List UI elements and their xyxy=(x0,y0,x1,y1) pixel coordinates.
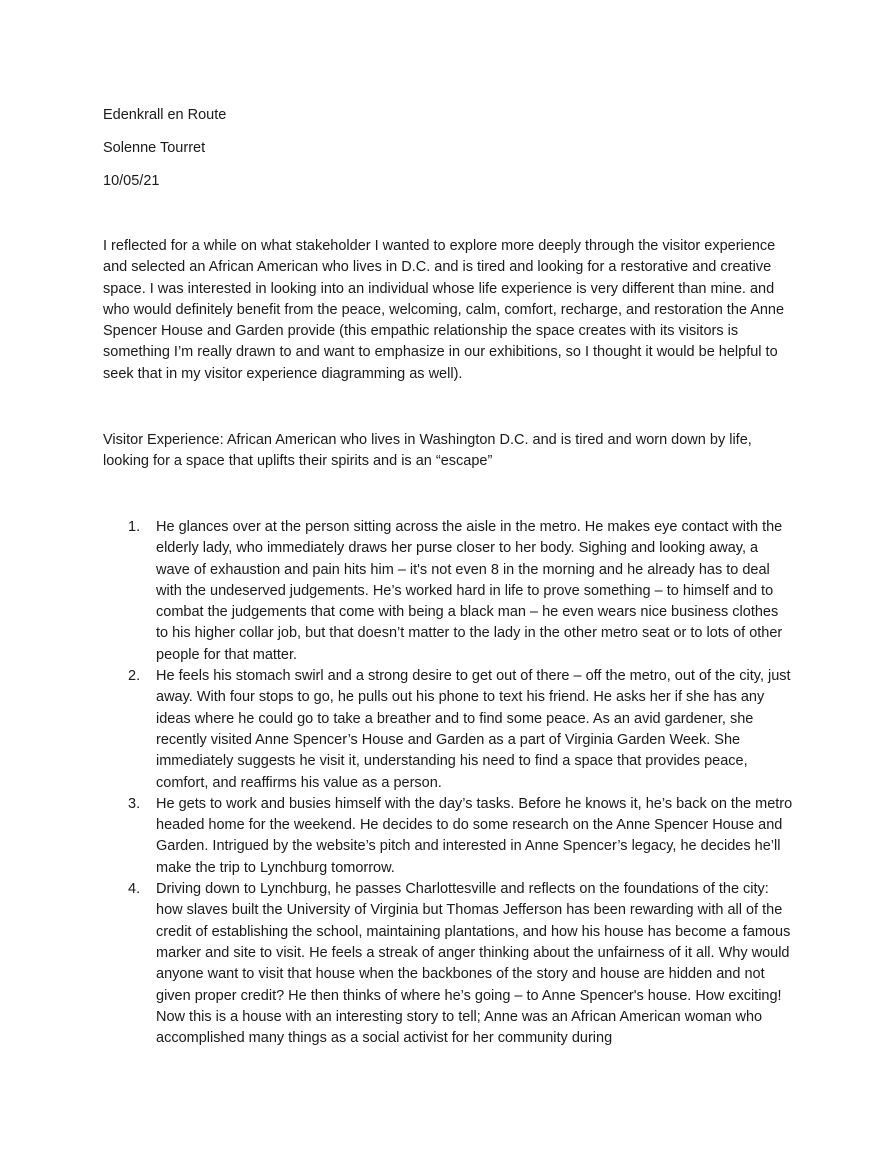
document-title: Edenkrall en Route xyxy=(103,107,227,123)
step-number: 2. xyxy=(128,668,141,685)
document-date: 10/05/21 xyxy=(103,173,160,189)
experience-step-1 xyxy=(103,517,793,666)
step-text: He glances over at the person sitting across the aisle in the metro. He makes eye contact with the elderly lady, who immediately draws her purse closer to her body. Sighing and looking away, a wave of exhaustion and pain hits him – it's not even 8 in the morning and he already has to deal with the undeserved judgements. He’s worked hard in life to prove something – to himself and to combat the judgements that come with being a black man – he even wears nice business clothes to his higher collar job, but that doesn’t matter to the lady in the other metro seat or to lots of other people for that matter. xyxy=(156,519,783,663)
author-name: Solenne Tourret xyxy=(103,140,206,156)
experience-step-2 xyxy=(103,666,793,794)
experience-step-3 xyxy=(103,794,793,879)
step-text: He feels his stomach swirl and a strong desire to get out of there – off the metro, out of the city, just away. With four stops to go, he pulls out his phone to text his friend. He asks her if she has any ideas where he could go to take a breather and to find some peace. As an avid gardener, she recently visited Anne Spencer’s House and Garden as a part of Virginia Garden Week. She immediately suggests he visit it, understanding his need to find a space that provides peace, comfort, and reaffirms his value as a person. xyxy=(156,668,791,791)
step-text: Driving down to Lynchburg, he passes Charlottesville and reflects on the foundations of the city: how slaves built the University of Virginia but Thomas Jefferson has been rewarding with all of the credit of establishing the school, maintaining plantations, and how his house has become a famous marker and site to visit. He feels a streak of anger thinking about the unfairness of it all. Why would anyone want to visit that house when the backbones of the story and house are hidden and not given proper credit? He then thinks of where he’s going – to Anne Spencer's house. How exciting! Now this is a house with an interesting story to tell; Anne was an African American woman who accomplished many things as a social activist for her community during xyxy=(156,881,791,1047)
experience-steps-list xyxy=(103,517,793,1049)
step-number: 4. xyxy=(128,881,141,898)
step-text: He gets to work and busies himself with the day’s tasks. Before he knows it, he’s back on the metro headed home for the weekend. He decides to do some research on the Anne Spencer House and Garden. Intrigued by the website’s pitch and interested in Anne Spencer’s legacy, he decides he’ll make the trip to Lynchburg tomorrow. xyxy=(156,795,793,876)
intro-paragraph: I reflected for a while on what stakeholder I wanted to explore more deeply through the visitor experience and selected an African American who lives in D.C. and is tired and looking for a restorative and creative space. I was interested in looking into an individual whose life experience is very different than mine. and who would definitely benefit from the peace, welcoming, calm, comfort, recharge, and restoration the Anne Spencer House and Garden provide (this empathic relationship the space creates with its visitors is something I’m really drawn to and want to emphasize in our exhibitions, so I thought it would be helpful to seek that in my visitor experience diagramming as well). xyxy=(103,238,785,382)
step-number: 3. xyxy=(128,795,141,812)
visitor-experience-heading: Visitor Experience: African American who lives in Washington D.C. and is tired and worn down by life, looking for a space that uplifts their spirits and is an “escape” xyxy=(103,432,752,470)
experience-step-4 xyxy=(103,879,793,1049)
step-number: 1. xyxy=(128,519,141,535)
